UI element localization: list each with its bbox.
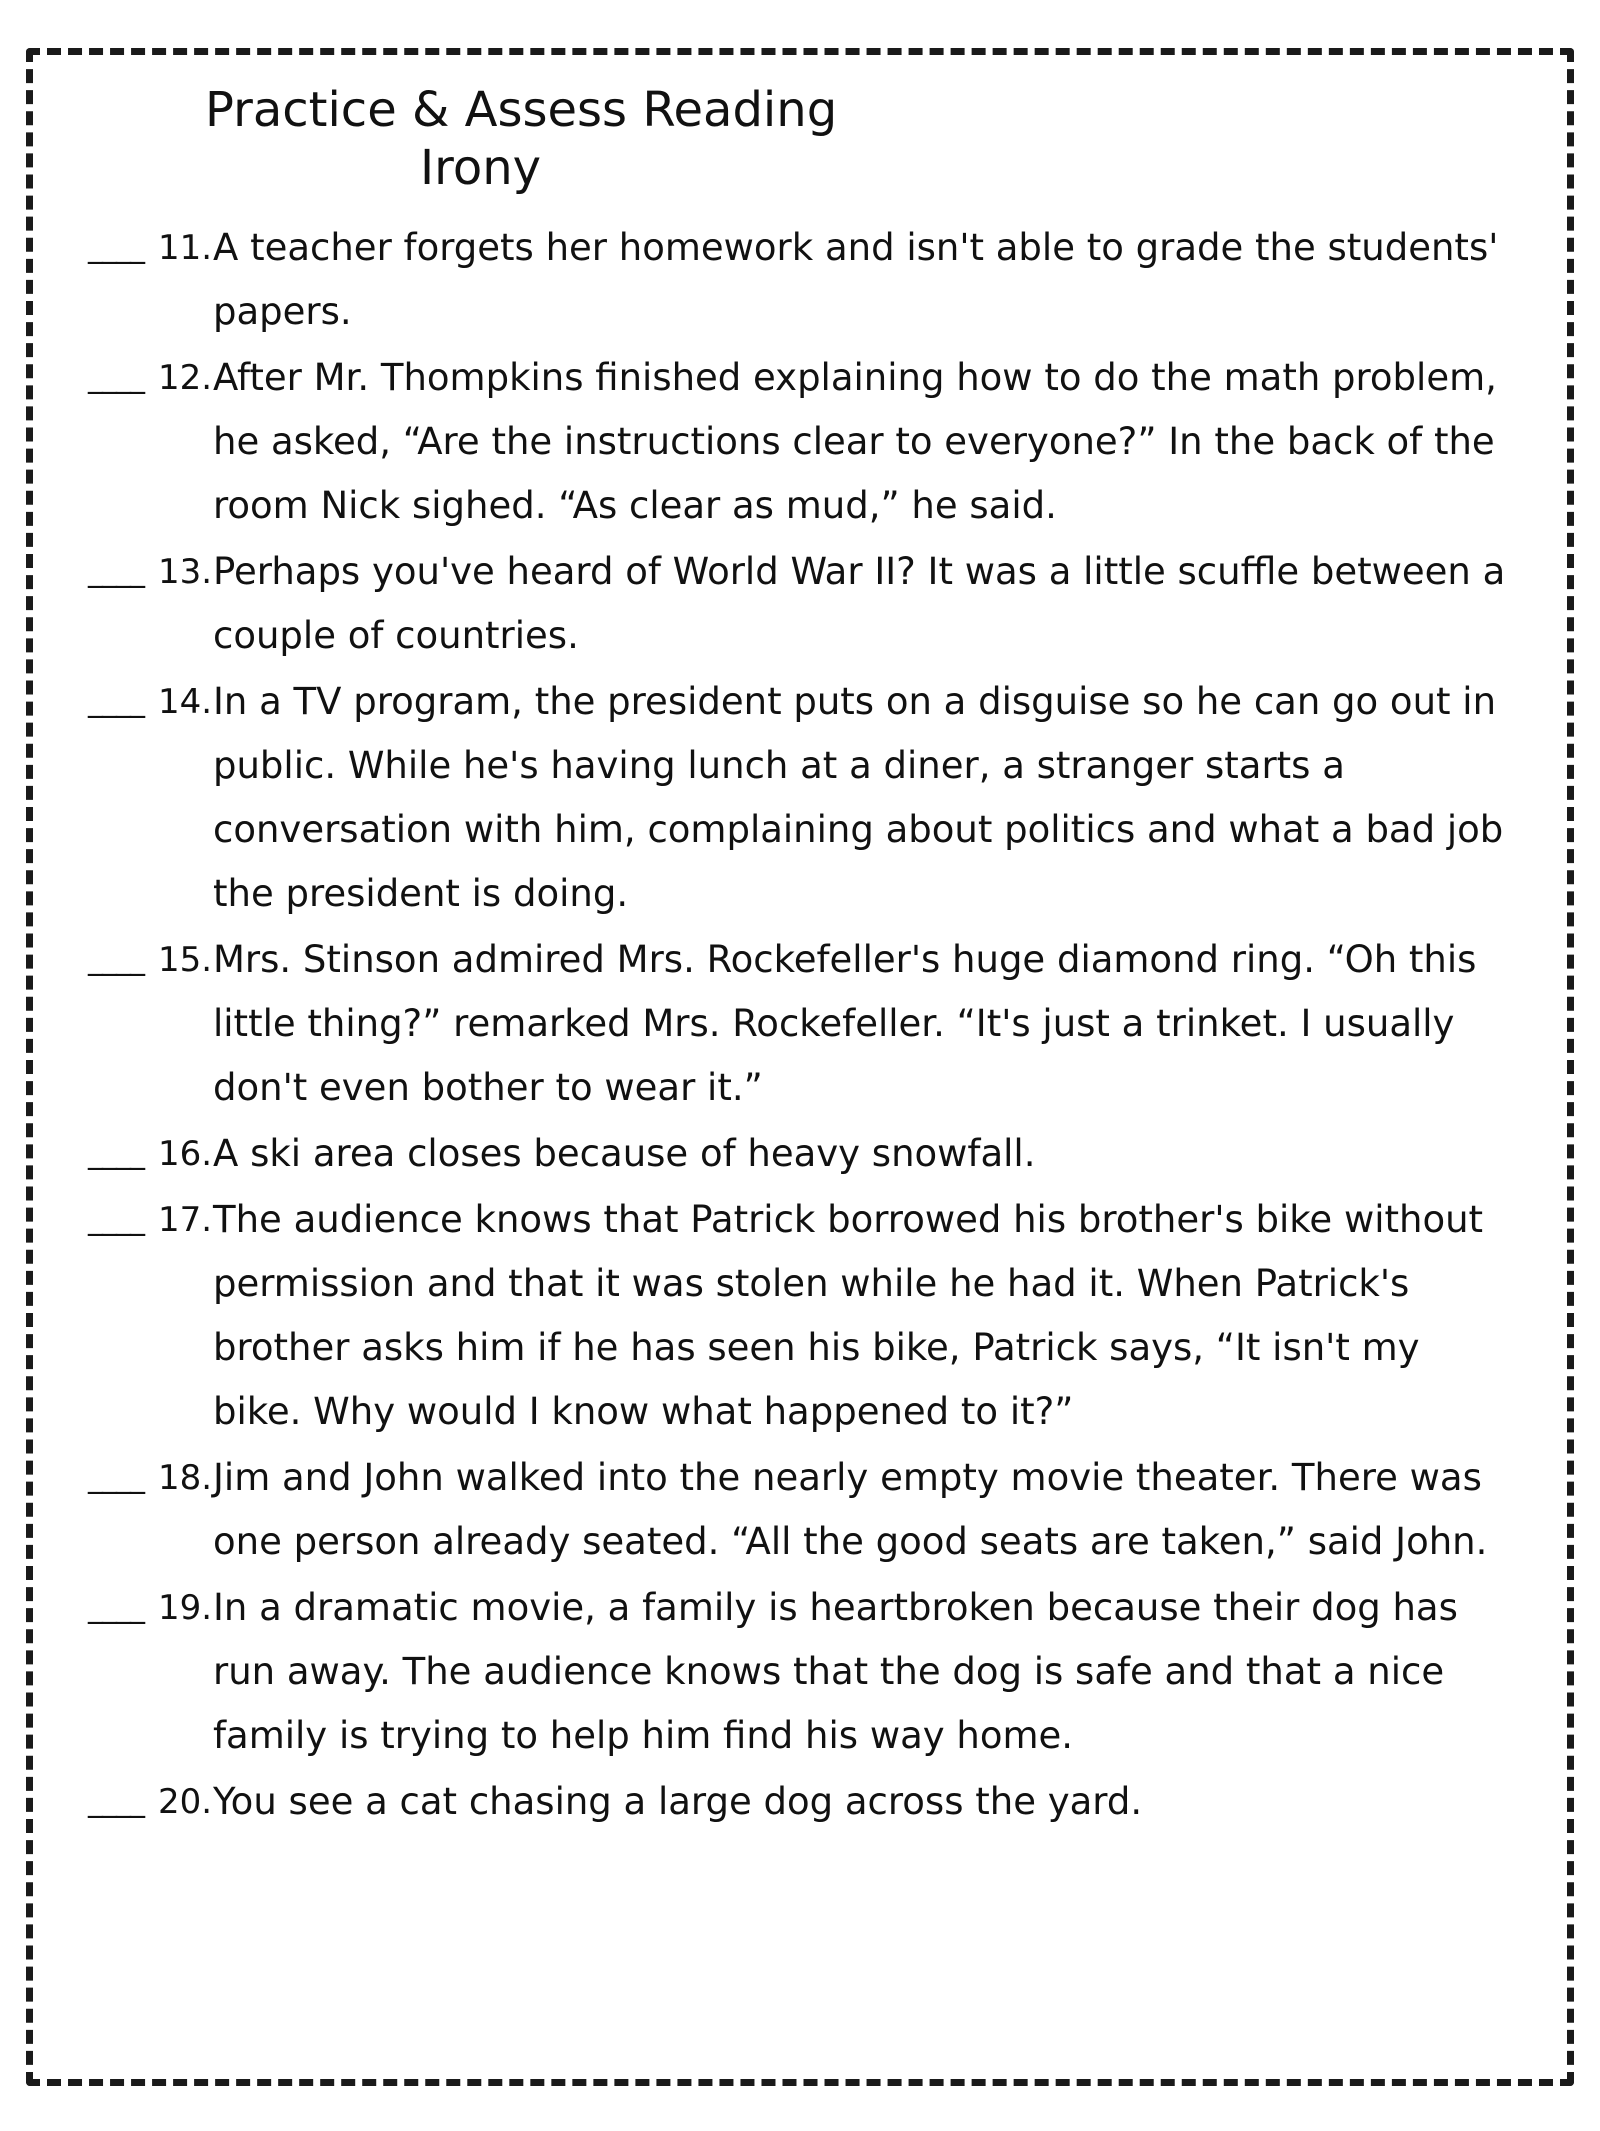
question-text: In a TV program, the president puts on a disguise so he can go out in public. While he's having lunch at a diner, a stranger starts a conversation with him, complaining about politics and what a bad job the president is doing. (213, 680, 1504, 915)
question-text: In a dramatic movie, a family is heartbroken because their dog has run away. The audience knows that the dog is safe and that a nice family is trying to help him find his way home. (213, 1586, 1458, 1757)
question-number: 16. (158, 1134, 213, 1174)
question-item (88, 540, 1518, 668)
answer-blank[interactable]: ____ (88, 1202, 144, 1237)
page-title: Practice & Assess Reading (205, 82, 838, 138)
question-item (88, 1122, 1518, 1186)
question-text: A teacher forgets her homework and isn't able to grade the students' papers. (213, 226, 1499, 333)
question-text: Perhaps you've heard of World War II? It was a little scuffle between a couple of countries. (213, 550, 1506, 657)
question-text: Jim and John walked into the nearly empty movie theater. There was one person already seated. “All the good seats are taken,” said John. (213, 1456, 1488, 1563)
question-list (88, 216, 1518, 1836)
question-text: You see a cat chasing a large dog across the yard. (213, 1780, 1143, 1823)
question-text: The audience knows that Patrick borrowed his brother's bike without permission and that it was stolen while he had it. When Patrick's brother asks him if he has seen his bike, Patrick says, “It isn't my bike. Why would I know what happened to it?” (213, 1198, 1484, 1433)
question-number: 12. (158, 358, 213, 398)
question-number: 15. (158, 940, 213, 980)
question-number: 14. (158, 682, 213, 722)
question-item (88, 1770, 1518, 1834)
question-text: After Mr. Thompkins finished explaining how to do the math problem, he asked, “Are the instructions clear to everyone?” In the back of the room Nick sighed. “As clear as mud,” he said. (213, 356, 1497, 527)
page-subtitle: Irony (420, 140, 542, 196)
answer-blank[interactable]: ____ (88, 554, 144, 589)
question-item (88, 670, 1518, 926)
question-item (88, 928, 1518, 1120)
answer-blank[interactable]: ____ (88, 684, 144, 719)
answer-blank[interactable]: ____ (88, 1460, 144, 1495)
question-item (88, 1446, 1518, 1574)
question-number: 18. (158, 1458, 213, 1498)
question-item (88, 1188, 1518, 1444)
answer-blank[interactable]: ____ (88, 230, 144, 265)
question-text: A ski area closes because of heavy snowfall. (213, 1132, 1036, 1175)
question-item (88, 346, 1518, 538)
answer-blank[interactable]: ____ (88, 360, 144, 395)
question-item (88, 1576, 1518, 1768)
question-item (88, 216, 1518, 344)
answer-blank[interactable]: ____ (88, 1784, 144, 1819)
question-text: Mrs. Stinson admired Mrs. Rockefeller's huge diamond ring. “Oh this little thing?” remarked Mrs. Rockefeller. “It's just a trinket. I usually don't even bother to wear it.” (213, 938, 1477, 1109)
answer-blank[interactable]: ____ (88, 1590, 144, 1625)
answer-blank[interactable]: ____ (88, 942, 144, 977)
answer-blank[interactable]: ____ (88, 1136, 144, 1171)
question-number: 19. (158, 1588, 213, 1628)
question-number: 20. (158, 1782, 213, 1822)
question-number: 13. (158, 552, 213, 592)
question-number: 11. (158, 228, 213, 268)
question-number: 17. (158, 1200, 213, 1240)
